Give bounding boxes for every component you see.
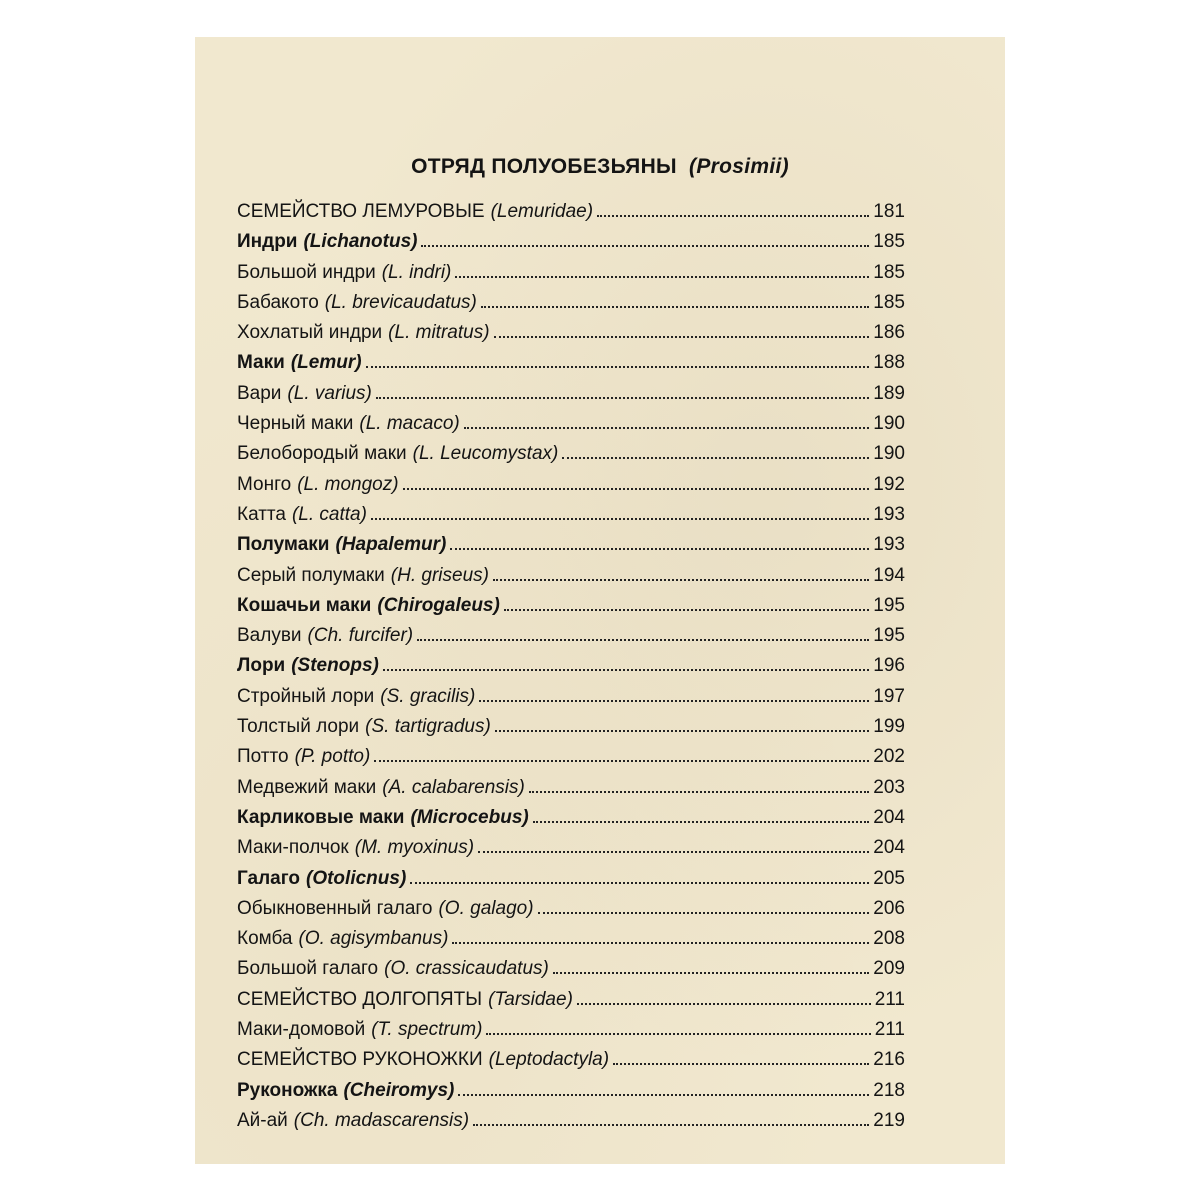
entry-name: Маки-домовой [237, 1019, 366, 1041]
dot-leader [493, 579, 869, 581]
entry-page-number: 211 [874, 1019, 905, 1041]
entry-page-number: 181 [873, 201, 905, 222]
dot-leader [452, 942, 869, 944]
toc-entry [237, 322, 905, 352]
entry-latin-name: (Stenops) [291, 655, 379, 677]
entry-name: Полумаки [237, 534, 330, 556]
entry-page-number: 195 [873, 625, 905, 647]
entry-latin-name: (A. calabarensis) [382, 776, 525, 798]
entry-page-number: 203 [873, 776, 905, 798]
toc-entry [237, 443, 905, 473]
dot-leader [366, 366, 870, 368]
entry-page-number: 185 [873, 231, 905, 253]
toc-entry [237, 716, 905, 746]
toc-entry [237, 807, 905, 837]
toc-entry [237, 1049, 905, 1079]
toc-entry [237, 625, 905, 655]
entry-page-number: 206 [873, 897, 905, 919]
entry-name: Обыкновенный галаго [237, 897, 433, 919]
dot-leader [421, 245, 869, 247]
dot-leader [410, 882, 869, 884]
entry-name: Медвежий маки [237, 776, 377, 798]
dot-leader [597, 215, 869, 217]
toc-entry [237, 474, 905, 504]
entry-page-number: 193 [873, 503, 905, 525]
entry-name: Стройный лори [237, 685, 375, 707]
toc-entry [237, 504, 905, 534]
entry-page-number: 205 [873, 867, 905, 889]
heading-latin: (Prosimii) [689, 155, 789, 178]
toc-entry [237, 292, 905, 322]
entry-name: Белобородый маки [237, 443, 407, 465]
toc-entry [237, 262, 905, 292]
toc-entry [237, 383, 905, 413]
dot-leader [403, 488, 870, 490]
entry-name: Большой индри [237, 261, 376, 283]
entry-page-number: 211 [874, 988, 905, 1010]
entry-name: Кошачьи маки [237, 594, 372, 616]
entry-latin-name: (O. galago) [438, 897, 534, 919]
dot-leader [458, 1094, 869, 1096]
dot-leader [455, 276, 869, 278]
entry-page-number: 202 [873, 746, 905, 768]
dot-leader [478, 851, 869, 853]
dot-leader [417, 639, 869, 641]
toc-entry [237, 595, 905, 625]
toc-entry [237, 565, 905, 595]
entry-latin-name: (L. indri) [381, 261, 452, 283]
entry-name: Большой галаго [237, 958, 379, 980]
entry-latin-name: (L. varius) [287, 382, 372, 404]
entry-latin-name: (Leptodactyla) [488, 1049, 610, 1071]
entry-page-number: 185 [873, 261, 905, 283]
dot-leader [481, 306, 869, 308]
entry-name: Лори [237, 655, 286, 677]
dot-leader [479, 700, 869, 702]
entry-latin-name: (P. potto) [294, 746, 371, 768]
entry-latin-name: (Cheiromys) [343, 1079, 455, 1101]
dot-leader [486, 1033, 870, 1035]
toc-entry [237, 1110, 905, 1140]
entry-latin-name: (L. mongoz) [297, 473, 399, 495]
toc-entry [237, 352, 905, 382]
toc-entry [237, 655, 905, 685]
entry-name: СЕМЕЙСТВО РУКОНОЖКИ [237, 1049, 483, 1071]
entry-latin-name: (L. mitratus) [388, 322, 490, 344]
entry-name: Катта [237, 503, 286, 525]
dot-leader [376, 397, 869, 399]
dot-leader [577, 1003, 871, 1005]
entry-latin-name: (Ch. madascarensis) [293, 1109, 470, 1131]
entry-latin-name: (O. crassicaudatus) [384, 958, 549, 980]
entry-page-number: 199 [873, 716, 905, 738]
entry-page-number: 218 [873, 1079, 905, 1101]
entry-latin-name: (Lemuridae) [490, 201, 594, 222]
entry-latin-name: (Hapalemur) [335, 534, 447, 556]
dot-leader [529, 791, 869, 793]
entry-page-number: 197 [873, 685, 905, 707]
entry-latin-name: (Tarsidae) [488, 988, 573, 1010]
entry-latin-name: (Lichanotus) [303, 231, 418, 253]
entry-latin-name: (L. catta) [291, 503, 367, 525]
entry-name: Валуви [237, 625, 302, 647]
entry-latin-name: (Ch. furcifer) [307, 625, 414, 647]
entry-name: Серый полумаки [237, 564, 385, 586]
entry-latin-name: (L. Leucomystax) [412, 443, 559, 465]
dot-leader [374, 760, 869, 762]
entry-name: Хохлатый индри [237, 322, 383, 344]
entry-latin-name: (H. griseus) [390, 564, 489, 586]
entry-page-number: 216 [873, 1049, 905, 1071]
book-page [195, 37, 1005, 1164]
entry-name: Руконожка [237, 1079, 338, 1101]
entry-name: Комба [237, 928, 293, 950]
dot-leader [562, 457, 869, 459]
dot-leader [504, 609, 869, 611]
toc-entry [237, 1080, 905, 1110]
dot-leader [533, 821, 870, 823]
entry-latin-name: (Chirogaleus) [377, 594, 500, 616]
entry-page-number: 193 [873, 534, 905, 556]
entry-page-number: 185 [873, 291, 905, 313]
entry-page-number: 204 [873, 837, 905, 859]
entry-page-number: 192 [873, 473, 905, 495]
entry-name: Черный маки [237, 413, 354, 435]
entry-page-number: 219 [873, 1109, 905, 1131]
entry-page-number: 186 [873, 322, 905, 344]
dot-leader [464, 427, 870, 429]
entry-name: Индри [237, 231, 298, 253]
toc-entry [237, 413, 905, 443]
entry-name: Ай-ай [237, 1109, 288, 1131]
toc-entry [237, 958, 905, 988]
entry-page-number: 195 [873, 594, 905, 616]
toc-entry [237, 777, 905, 807]
toc-entry [237, 231, 905, 261]
entry-name: Маки [237, 352, 285, 374]
entry-name: Потто [237, 746, 289, 768]
toc-entry [237, 201, 905, 231]
entry-latin-name: (L. brevicaudatus) [324, 291, 477, 313]
entry-latin-name: (O. agisymbanus) [298, 928, 449, 950]
heading-title: ОТРЯД ПОЛУОБЕЗЬЯНЫ [411, 155, 677, 178]
toc-entry [237, 989, 905, 1019]
entry-name: Вари [237, 382, 282, 404]
section-heading [195, 155, 1005, 179]
entry-name: Бабакото [237, 291, 319, 313]
toc-entry [237, 868, 905, 898]
entry-page-number: 208 [873, 928, 905, 950]
entry-name: Маки-полчок [237, 837, 349, 859]
toc-entry [237, 837, 905, 867]
entry-page-number: 196 [873, 655, 905, 677]
dot-leader [371, 518, 869, 520]
dot-leader [613, 1063, 869, 1065]
entry-latin-name: (L. macaco) [359, 413, 460, 435]
entry-latin-name: (Lemur) [290, 352, 362, 374]
toc-entry [237, 928, 905, 958]
entry-page-number: 189 [873, 382, 905, 404]
dot-leader [495, 730, 869, 732]
dot-leader [494, 336, 870, 338]
entry-name: Толстый лори [237, 716, 360, 738]
entry-page-number: 194 [873, 564, 905, 586]
entry-page-number: 188 [873, 352, 905, 374]
entry-page-number: 209 [873, 958, 905, 980]
entry-latin-name: (T. spectrum) [371, 1019, 483, 1041]
entry-name: Монго [237, 473, 292, 495]
entry-page-number: 190 [873, 443, 905, 465]
toc-entry [237, 898, 905, 928]
entry-name: СЕМЕЙСТВО ДОЛГОПЯТЫ [237, 988, 483, 1010]
entry-name: Галаго [237, 867, 300, 889]
entry-page-number: 190 [873, 413, 905, 435]
entry-name: СЕМЕЙСТВО ЛЕМУРОВЫЕ [237, 201, 485, 222]
toc-entry [237, 686, 905, 716]
entry-name: Карликовые маки [237, 806, 405, 828]
entry-latin-name: (Microcebus) [410, 806, 529, 828]
dot-leader [473, 1124, 869, 1126]
entry-latin-name: (M. myoxinus) [354, 837, 475, 859]
toc-entry [237, 534, 905, 564]
dot-leader [553, 972, 869, 974]
entry-page-number: 204 [873, 806, 905, 828]
entry-latin-name: (S. gracilis) [380, 685, 476, 707]
entry-latin-name: (Otolicnus) [306, 867, 407, 889]
entry-latin-name: (S. tartigradus) [365, 716, 491, 738]
dot-leader [450, 548, 869, 550]
table-of-contents [237, 201, 905, 1140]
dot-leader [538, 912, 870, 914]
toc-entry [237, 746, 905, 776]
toc-entry [237, 1019, 905, 1049]
dot-leader [383, 669, 869, 671]
